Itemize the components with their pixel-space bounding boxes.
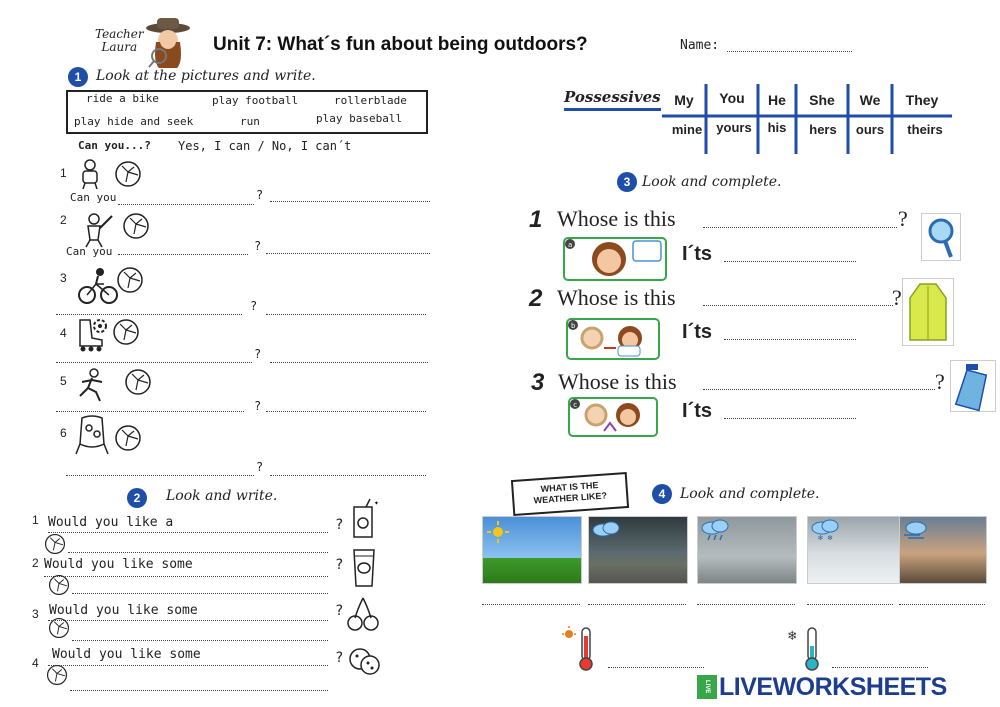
question-mark: ?	[256, 460, 264, 474]
question-mark: ?	[254, 347, 262, 361]
question-mark: ?	[935, 369, 945, 394]
whose-question: Whose is this	[557, 206, 676, 231]
item-number: 3	[32, 607, 39, 621]
cookies-icon	[348, 645, 380, 681]
question-mark: ?	[898, 206, 908, 231]
boy-and-girl-picture-box	[566, 318, 660, 364]
answer-field[interactable]	[724, 417, 856, 419]
its-label: I´ts	[682, 243, 712, 265]
wind-cloud-icon	[902, 519, 932, 539]
subject-pronoun: We	[859, 92, 881, 108]
answer-field[interactable]	[899, 603, 985, 605]
sentence-start: Can you	[66, 245, 113, 258]
item-number: 1	[32, 513, 39, 527]
ball-icon	[46, 664, 68, 690]
word-bank-item: ride a bike	[86, 92, 159, 105]
section4-instruction: Look and complete.	[680, 486, 820, 502]
question-mark: ?	[335, 650, 344, 666]
answer-field[interactable]	[724, 260, 856, 262]
section3-instruction: Look and complete.	[642, 174, 782, 190]
word-bank-item: play hide and seek	[74, 115, 194, 128]
possessive-pronoun: theirs	[907, 122, 943, 137]
answer-field[interactable]	[48, 664, 328, 666]
item-number: 2	[529, 285, 543, 312]
question-mark: ?	[254, 239, 262, 253]
answer-field[interactable]	[697, 603, 795, 605]
sentence-text: Would you like some	[49, 603, 198, 618]
snow-cloud-icon	[810, 519, 840, 541]
chips-bag-icon	[350, 548, 378, 592]
svg-text:❄: ❄	[788, 628, 797, 644]
question-mark: ?	[250, 299, 258, 313]
question-mark: ?	[335, 603, 344, 619]
section1-instruction: Look at the pictures and write.	[96, 68, 316, 84]
cyclist-icon	[78, 266, 118, 308]
football-player-icon	[74, 158, 106, 194]
badge-letter: b	[571, 322, 576, 330]
answers-hint: Yes, I can / No, I can´t	[178, 139, 352, 153]
name-label-text: Name:	[680, 38, 720, 53]
answer-field[interactable]	[118, 253, 248, 255]
question-mark: ?	[335, 557, 344, 573]
juice-box-icon	[348, 497, 380, 543]
question-mark: ?	[254, 399, 262, 413]
raincoat-icon	[902, 278, 954, 350]
whose-question: Whose is this	[557, 285, 676, 310]
section4-number: 4	[652, 484, 672, 504]
two-children-picture-box	[568, 397, 658, 441]
answer-field[interactable]	[266, 313, 426, 315]
item-number: 4	[32, 656, 39, 670]
possessive-pronoun: mine	[671, 122, 703, 137]
ball-icon	[112, 318, 140, 350]
page-title: Unit 7: What´s fun about being outdoors?	[213, 34, 588, 55]
subject-pronoun: You	[719, 90, 745, 106]
possessive-pronoun: his	[767, 120, 787, 135]
whose-question: Whose is this	[558, 369, 677, 394]
snowy-weather-photo	[807, 516, 907, 584]
sentence-text: Would you like some	[52, 647, 201, 662]
logo-text: LIVEWORKSHEETS	[719, 672, 947, 701]
section1-number: 1	[68, 67, 88, 87]
answer-field[interactable]	[70, 689, 328, 691]
answer-field[interactable]	[56, 361, 252, 363]
teacher-line2: Laura	[101, 40, 138, 54]
answer-field[interactable]	[44, 575, 328, 577]
logo-badge-text: LIVE	[704, 680, 710, 694]
item-number: 6	[60, 426, 67, 440]
ball-icon	[124, 368, 152, 400]
item-number: 3	[531, 369, 545, 396]
answer-field[interactable]	[807, 603, 893, 605]
answer-field[interactable]	[48, 619, 328, 621]
possessives-label: Possessives	[564, 88, 661, 111]
item-number: 3	[60, 271, 67, 285]
answer-field[interactable]	[48, 531, 328, 533]
weather-sign-text: WHAT IS THE WEATHER LIKE?	[533, 480, 608, 506]
badge-letter: a	[568, 241, 573, 249]
item-number: 2	[32, 556, 39, 570]
gear-icon	[90, 316, 110, 340]
ball-icon	[114, 160, 142, 192]
question-mark: ?	[256, 188, 264, 202]
answer-field[interactable]	[703, 304, 893, 306]
sun-icon	[487, 521, 509, 543]
answer-field[interactable]	[482, 603, 580, 605]
possessive-pronoun: yours	[716, 120, 752, 135]
name-label	[680, 38, 719, 53]
answer-field[interactable]	[832, 666, 928, 668]
cold-thermometer-icon	[786, 626, 826, 676]
can-you-prompt: Can you...?	[78, 139, 151, 152]
item-number: 1	[529, 206, 543, 233]
word-bank-item: rollerblade	[334, 94, 407, 107]
item-number: 1	[60, 166, 67, 180]
word-bank-item: run	[240, 115, 260, 128]
answer-field[interactable]	[703, 388, 935, 390]
sentence-text: Would you like a	[48, 515, 174, 530]
answer-field[interactable]	[266, 410, 426, 412]
subject-pronoun: She	[809, 92, 835, 108]
ball-icon	[116, 266, 144, 298]
section3-number: 3	[617, 172, 637, 192]
answer-field[interactable]	[72, 639, 328, 641]
teacher-line1: Teacher	[95, 27, 144, 41]
answer-field[interactable]	[608, 666, 704, 668]
question-mark: ?	[335, 517, 344, 533]
teacher-avatar	[145, 16, 191, 70]
word-bank-item: play baseball	[316, 112, 403, 125]
hide-and-seek-tree-icon	[74, 414, 110, 460]
cloud-icon	[591, 519, 621, 537]
svg-text:✻ ✻: ✻ ✻	[818, 533, 833, 541]
answer-field[interactable]	[703, 226, 897, 228]
weather-sign	[511, 472, 629, 516]
windy-weather-photo	[899, 516, 987, 584]
girl-picture-box	[563, 237, 667, 285]
ball-icon	[44, 533, 66, 559]
svg-text:✦: ✦	[374, 498, 379, 507]
word-bank-item: play football	[212, 94, 299, 107]
magnifying-glass-icon	[921, 213, 961, 265]
water-bottle-icon	[950, 360, 996, 416]
rainy-weather-photo	[697, 516, 797, 584]
item-number: 5	[60, 374, 67, 388]
answer-field[interactable]	[118, 203, 254, 205]
sentence-start: Can you	[70, 191, 117, 204]
ball-icon	[122, 212, 150, 244]
subject-pronoun: My	[674, 92, 694, 108]
subject-pronoun: They	[905, 92, 939, 108]
answer-field[interactable]	[270, 361, 428, 363]
runner-icon	[76, 368, 108, 406]
answer-field[interactable]	[72, 592, 328, 594]
cherries-icon	[346, 596, 380, 636]
possessive-pronoun: hers	[809, 122, 837, 137]
subject-pronoun: He	[768, 92, 786, 108]
item-number: 2	[60, 213, 67, 227]
sunny-weather-photo	[482, 516, 582, 584]
possessive-pronoun: ours	[855, 122, 885, 137]
answer-field[interactable]	[724, 338, 856, 340]
badge-letter: c	[573, 401, 578, 409]
question-mark: ?	[892, 285, 902, 310]
section2-number: 2	[127, 488, 147, 508]
ball-icon	[48, 617, 70, 643]
answer-field[interactable]	[56, 313, 242, 315]
sentence-text: Would you like some	[44, 557, 193, 572]
liveworksheets-logo[interactable]	[697, 674, 947, 700]
answer-field[interactable]	[56, 410, 244, 412]
answer-field[interactable]	[266, 252, 430, 254]
its-label: I´ts	[682, 400, 712, 422]
hot-thermometer-icon	[562, 626, 600, 676]
teacher-label	[95, 28, 144, 54]
name-field[interactable]	[727, 50, 852, 52]
item-number: 4	[60, 326, 67, 340]
cloudy-weather-photo	[588, 516, 688, 584]
its-label: I´ts	[682, 321, 712, 343]
ball-icon	[48, 574, 70, 600]
rain-cloud-icon	[700, 519, 730, 541]
logo-badge	[697, 675, 717, 699]
answer-field[interactable]	[588, 603, 686, 605]
answer-field[interactable]	[66, 474, 254, 476]
ball-icon	[114, 424, 142, 456]
answer-field[interactable]	[68, 551, 328, 553]
answer-field[interactable]	[270, 200, 430, 202]
section2-instruction: Look and write.	[166, 488, 278, 504]
answer-field[interactable]	[270, 474, 426, 476]
